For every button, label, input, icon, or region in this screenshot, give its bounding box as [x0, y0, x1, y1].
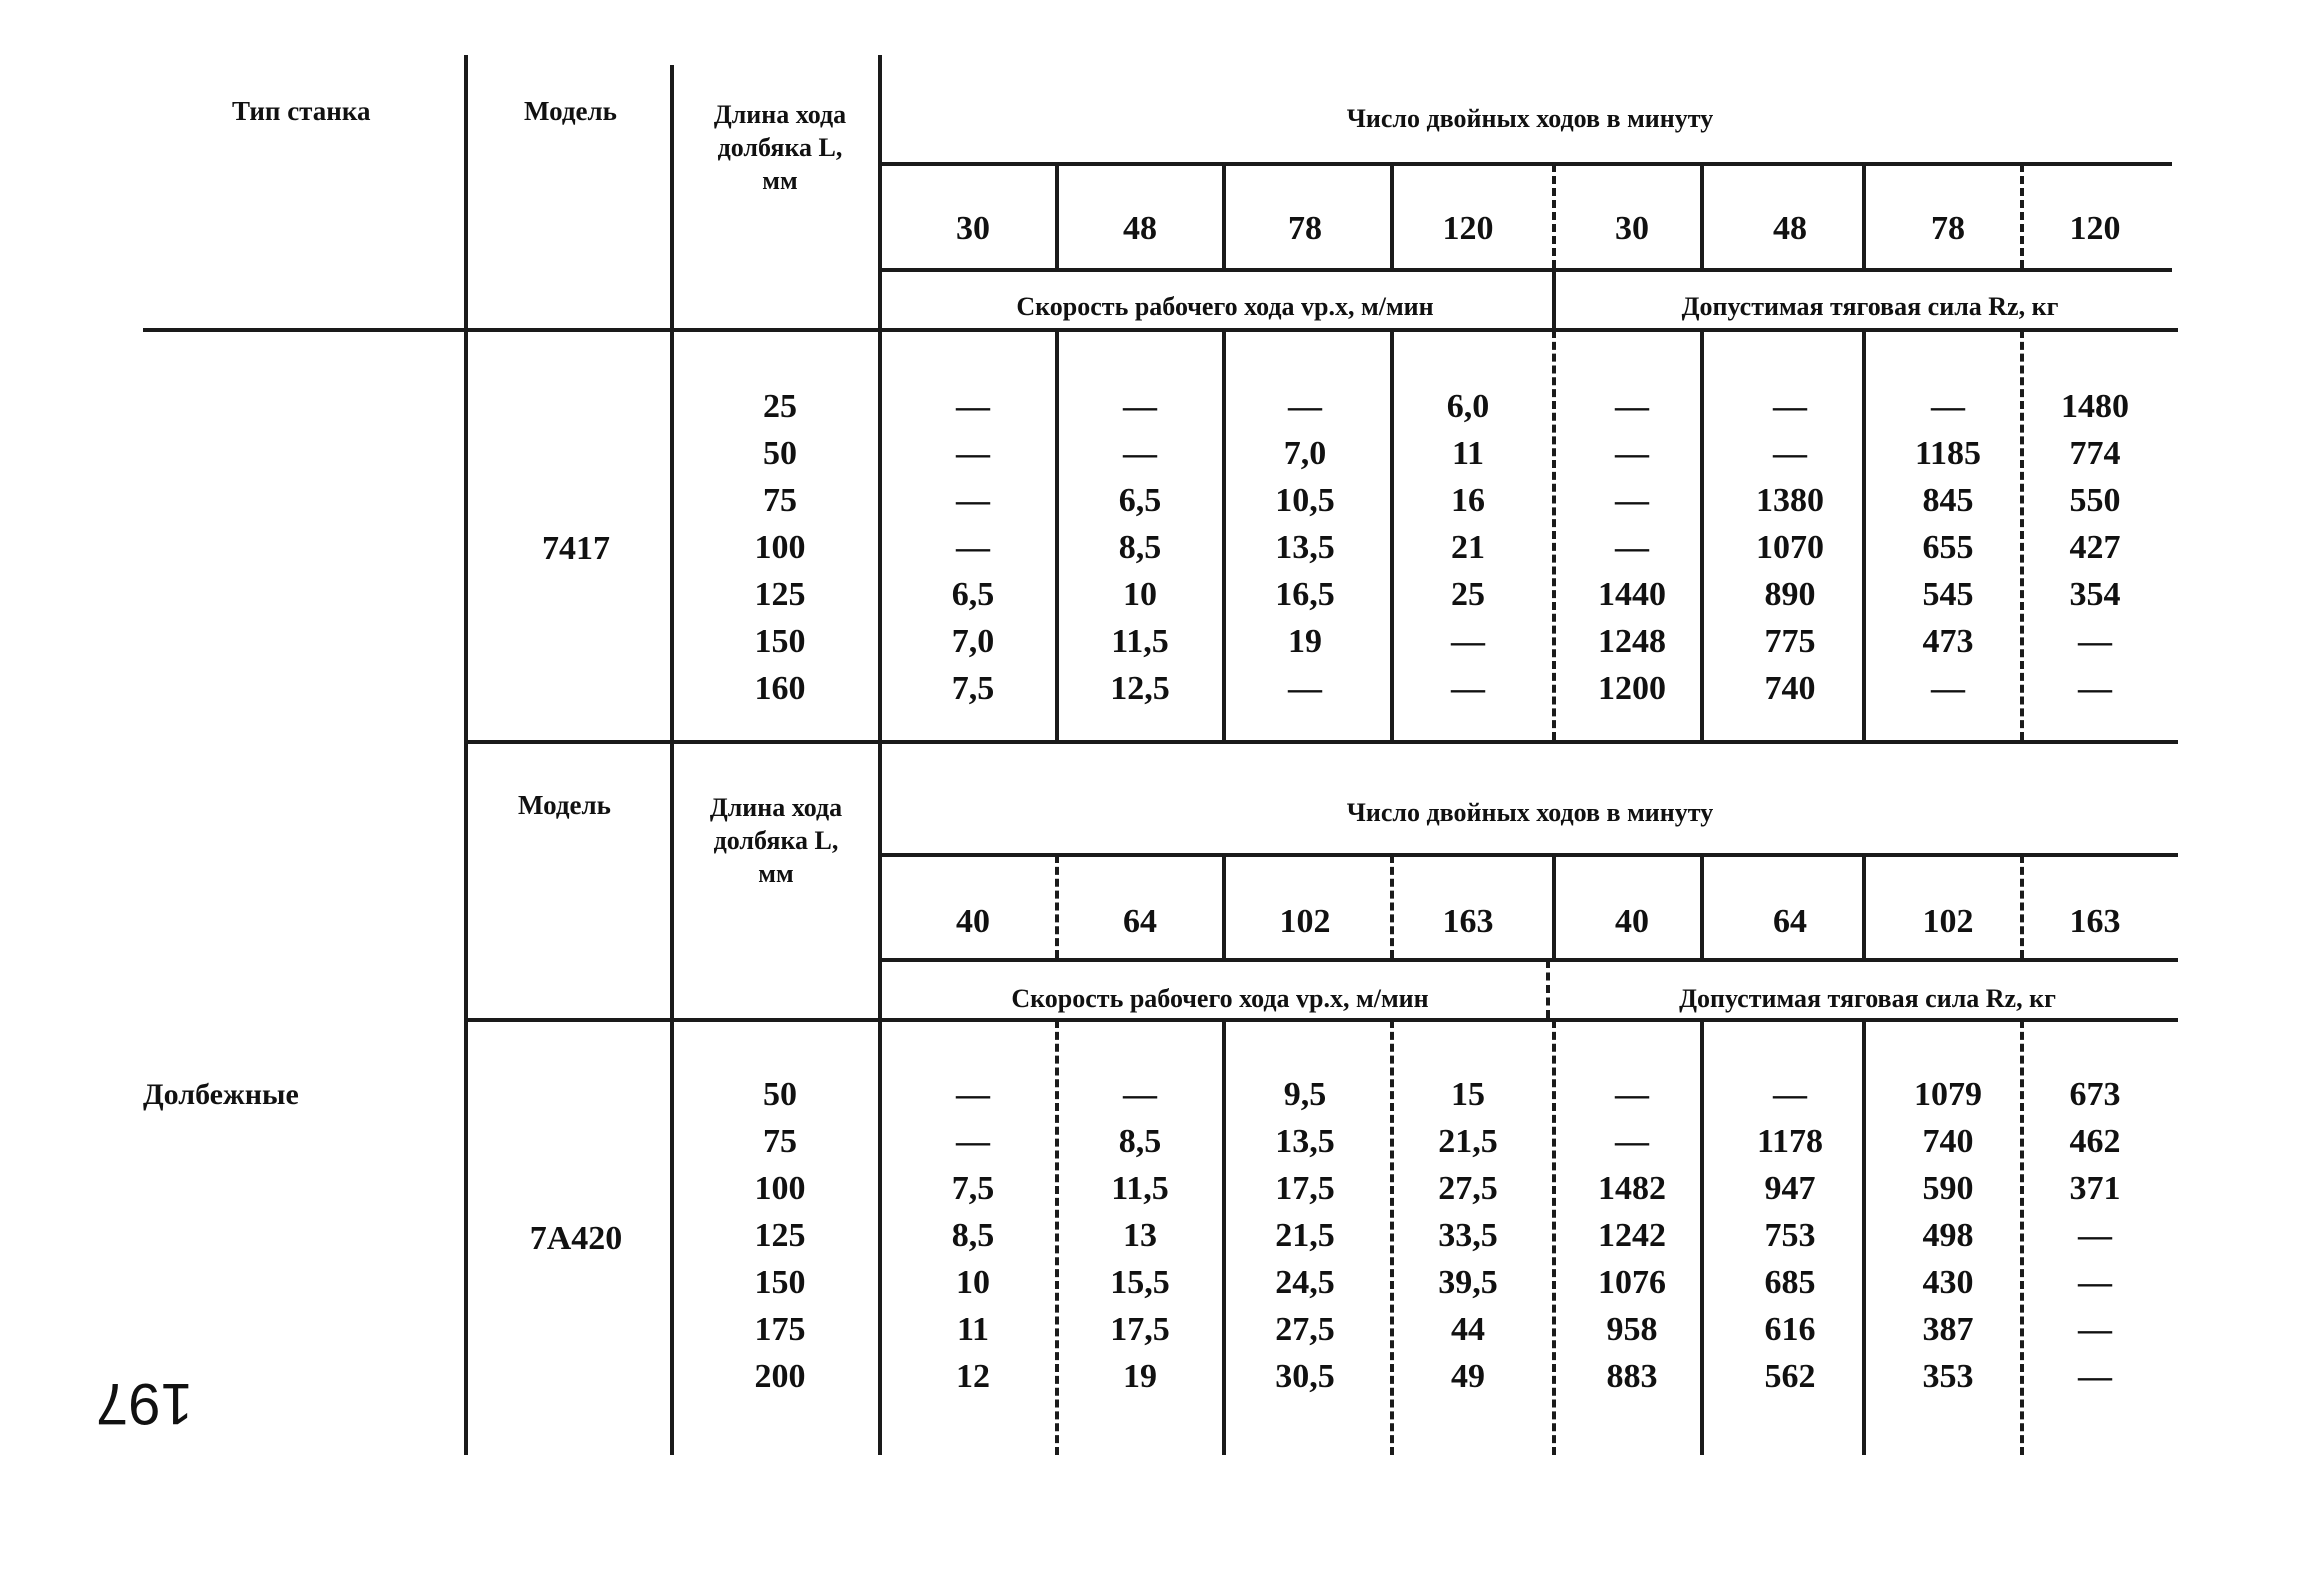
strokes-value: 102: [1279, 903, 1331, 940]
force-value: 1076: [1598, 1264, 1666, 1301]
speed-value: 7,5: [951, 670, 995, 707]
stroke-length-value: 75: [763, 1123, 797, 1160]
speed-value: 11,5: [1111, 623, 1169, 660]
column-divider: [2020, 1020, 2024, 1455]
column-divider: [1862, 330, 1866, 740]
force-value: —: [1615, 529, 1649, 566]
length-header-1-line2: долбяка L,: [717, 133, 843, 162]
strokes-value: 120: [1442, 210, 1494, 247]
force-value: 1248: [1598, 623, 1666, 660]
machine-type-value: Долбежные: [143, 1078, 299, 1111]
force-value: 430: [1922, 1264, 1974, 1301]
stroke-length-value: 75: [763, 482, 797, 519]
force-value: 673: [2069, 1076, 2121, 1113]
speed-value: —: [1123, 388, 1157, 425]
force-value: —: [2078, 1264, 2112, 1301]
speed-value: 13: [1123, 1217, 1157, 1254]
speed-value: —: [1123, 435, 1157, 472]
speed-value: 16,5: [1275, 576, 1335, 613]
strokes-value: 40: [1615, 903, 1649, 940]
length-header-2-line1: Длина хода: [709, 793, 843, 822]
column-divider: [1700, 164, 1704, 268]
speed-value: —: [956, 1123, 990, 1160]
machine-type-header: Тип станка: [232, 96, 371, 126]
stroke-length-value: 25: [763, 388, 797, 425]
force-value: —: [1615, 482, 1649, 519]
strokes-value: 30: [956, 210, 990, 247]
speed-value: 25: [1451, 576, 1485, 613]
column-divider: [2020, 855, 2024, 958]
force-value: —: [1615, 1123, 1649, 1160]
force-value: 498: [1922, 1217, 1974, 1254]
hline-separator: [464, 740, 2178, 744]
speed-value: —: [956, 388, 990, 425]
speed-value: 8,5: [951, 1217, 995, 1254]
stroke-length-value: 50: [763, 435, 797, 472]
force-title-2: Допустимая тяговая сила Rz, кг: [1679, 984, 2056, 1013]
speed-value: 39,5: [1438, 1264, 1498, 1301]
speed-value: 17,5: [1110, 1311, 1170, 1348]
stroke-length-value: 150: [754, 623, 806, 660]
force-value: 775: [1764, 623, 1816, 660]
speed-value: 11,5: [1111, 1170, 1169, 1207]
force-value: 1242: [1598, 1217, 1666, 1254]
speed-title-2: Скорость рабочего хода vр.х, м/мин: [1011, 984, 1429, 1013]
speed-value: —: [1451, 623, 1485, 660]
column-divider: [1055, 164, 1059, 268]
column-divider: [1055, 1020, 1059, 1455]
column-divider: [2020, 330, 2024, 740]
speed-value: 7,0: [951, 623, 995, 660]
column-divider: [1390, 1020, 1394, 1455]
hline-strokes-2: [882, 853, 2178, 857]
force-value: 354: [2069, 576, 2121, 613]
speed-title-1: Скорость рабочего хода vр.х, м/мин: [1016, 292, 1434, 321]
column-divider: [1862, 164, 1866, 268]
strokes-value: 30: [1615, 210, 1649, 247]
speed-value: —: [1288, 388, 1322, 425]
stroke-length-value: 175: [754, 1311, 806, 1348]
speed-value: 30,5: [1275, 1358, 1335, 1395]
force-value: —: [2078, 1217, 2112, 1254]
speed-value: 6,0: [1446, 388, 1490, 425]
column-divider: [1390, 164, 1394, 268]
speed-value: —: [956, 482, 990, 519]
column-divider: [1055, 855, 1059, 958]
speed-value: 21,5: [1275, 1217, 1335, 1254]
model-header-2: Модель: [518, 790, 611, 820]
strokes-value: 48: [1123, 210, 1157, 247]
force-value: 1440: [1598, 576, 1666, 613]
speed-value: 6,5: [1118, 482, 1162, 519]
speed-value: 13,5: [1275, 529, 1335, 566]
speed-value: 27,5: [1275, 1311, 1335, 1348]
force-title-1: Допустимая тяговая сила Rz, кг: [1681, 292, 2059, 321]
speed-value: 13,5: [1275, 1123, 1335, 1160]
strokes-title-2: Число двойных ходов в минуту: [1346, 798, 1714, 827]
column-divider: [1390, 330, 1394, 740]
speed-value: —: [1288, 670, 1322, 707]
speed-value: —: [956, 435, 990, 472]
force-value: —: [2078, 623, 2112, 660]
speed-value: 9,5: [1283, 1076, 1327, 1113]
column-divider: [1552, 270, 1556, 328]
speed-value: 10,5: [1275, 482, 1335, 519]
strokes-value: 102: [1922, 903, 1974, 940]
strokes-title-1: Число двойных ходов в минуту: [1346, 104, 1714, 133]
force-value: 655: [1922, 529, 1974, 566]
stroke-length-value: 100: [754, 529, 806, 566]
force-value: —: [1615, 435, 1649, 472]
column-divider: [1862, 1020, 1866, 1455]
speed-value: 12,5: [1110, 670, 1170, 707]
force-value: 753: [1764, 1217, 1816, 1254]
length-header-1-line3: мм: [762, 166, 798, 195]
page-number: 197: [96, 1371, 193, 1436]
stroke-length-value: 150: [754, 1264, 806, 1301]
hline-strokes-values-1: [882, 268, 2172, 272]
force-value: 685: [1764, 1264, 1816, 1301]
column-divider: [2020, 164, 2024, 268]
vline-left: [464, 55, 468, 1455]
force-value: 1070: [1756, 529, 1824, 566]
speed-value: 11: [956, 1311, 990, 1348]
speed-value: 24,5: [1275, 1264, 1335, 1301]
force-value: 883: [1606, 1358, 1658, 1395]
speed-value: 12: [956, 1358, 990, 1395]
force-value: 890: [1764, 576, 1816, 613]
speed-value: —: [956, 529, 990, 566]
speed-value: 11: [1451, 435, 1485, 472]
force-value: 545: [1922, 576, 1974, 613]
column-divider: [1222, 1020, 1226, 1455]
vline-length: [878, 55, 882, 1455]
speed-value: 8,5: [1118, 1123, 1162, 1160]
force-value: 371: [2069, 1170, 2121, 1207]
vline-model: [670, 65, 674, 1455]
force-value: —: [2078, 1311, 2112, 1348]
speed-value: 8,5: [1118, 529, 1162, 566]
stroke-length-value: 160: [754, 670, 806, 707]
speed-value: 21: [1451, 529, 1485, 566]
column-divider: [1055, 330, 1059, 740]
column-divider: [1222, 330, 1226, 740]
speed-value: 6,5: [951, 576, 995, 613]
force-value: 1178: [1756, 1123, 1824, 1160]
length-header-1-line1: Длина хода: [713, 100, 847, 129]
speed-value: 19: [1123, 1358, 1157, 1395]
strokes-value: 64: [1123, 903, 1157, 940]
speed-value: 10: [1123, 576, 1157, 613]
column-divider: [1700, 330, 1704, 740]
force-value: 1380: [1756, 482, 1824, 519]
column-divider: [1552, 855, 1556, 958]
force-value: —: [1773, 435, 1807, 472]
stroke-length-value: 125: [754, 1217, 806, 1254]
force-value: 1482: [1598, 1170, 1666, 1207]
force-value: 958: [1606, 1311, 1658, 1348]
speed-value: 15: [1451, 1076, 1485, 1113]
force-value: 462: [2069, 1123, 2121, 1160]
column-divider: [1552, 330, 1556, 740]
speed-value: 7,0: [1283, 435, 1327, 472]
column-divider: [1552, 164, 1556, 268]
column-divider: [1546, 960, 1550, 1018]
strokes-value: 163: [1442, 903, 1494, 940]
stroke-length-value: 125: [754, 576, 806, 613]
model-header-1: Модель: [524, 96, 617, 126]
speed-value: 10: [956, 1264, 990, 1301]
force-value: 427: [2069, 529, 2121, 566]
force-value: 473: [1922, 623, 1974, 660]
model-value: 7А420: [529, 1220, 623, 1257]
force-value: 562: [1764, 1358, 1816, 1395]
speed-value: 15,5: [1110, 1264, 1170, 1301]
strokes-value: 163: [2069, 903, 2121, 940]
force-value: —: [1773, 1076, 1807, 1113]
force-value: 1079: [1914, 1076, 1982, 1113]
strokes-value: 120: [2069, 210, 2121, 247]
speed-value: 19: [1288, 623, 1322, 660]
strokes-value: 40: [956, 903, 990, 940]
strokes-value: 78: [1931, 210, 1965, 247]
strokes-value: 48: [1773, 210, 1807, 247]
hline-table-header-2: [464, 1018, 2178, 1022]
force-value: 550: [2069, 482, 2121, 519]
length-header-2-line2: долбяка L,: [713, 826, 839, 855]
force-value: 590: [1922, 1170, 1974, 1207]
force-value: —: [2078, 670, 2112, 707]
speed-value: 17,5: [1275, 1170, 1335, 1207]
stroke-length-value: 100: [754, 1170, 806, 1207]
force-value: 774: [2069, 435, 2121, 472]
force-value: 1480: [2061, 388, 2129, 425]
force-value: 387: [1922, 1311, 1974, 1348]
speed-value: 7,5: [951, 1170, 995, 1207]
speed-value: 27,5: [1438, 1170, 1498, 1207]
force-value: 740: [1764, 670, 1816, 707]
strokes-value: 78: [1288, 210, 1322, 247]
stroke-length-value: 200: [754, 1358, 806, 1395]
hline-table-header-1: [143, 328, 2178, 332]
column-divider: [1700, 855, 1704, 958]
column-divider: [1552, 1020, 1556, 1455]
model-value: 7417: [542, 530, 610, 567]
force-value: 947: [1764, 1170, 1816, 1207]
force-value: 845: [1922, 482, 1974, 519]
force-value: —: [2078, 1358, 2112, 1395]
column-divider: [1700, 1020, 1704, 1455]
column-divider: [1222, 164, 1226, 268]
speed-value: —: [956, 1076, 990, 1113]
speed-value: 49: [1451, 1358, 1485, 1395]
speed-value: —: [1123, 1076, 1157, 1113]
length-header-2-line3: мм: [758, 859, 794, 888]
force-value: 1200: [1598, 670, 1666, 707]
stroke-length-value: 50: [763, 1076, 797, 1113]
force-value: —: [1615, 1076, 1649, 1113]
force-value: —: [1615, 388, 1649, 425]
force-value: —: [1931, 388, 1965, 425]
speed-value: 21,5: [1438, 1123, 1498, 1160]
speed-value: —: [1451, 670, 1485, 707]
force-value: 616: [1764, 1311, 1816, 1348]
force-value: —: [1773, 388, 1807, 425]
speed-value: 44: [1451, 1311, 1485, 1348]
column-divider: [1390, 855, 1394, 958]
hline-strokes-1: [882, 162, 2172, 166]
force-value: 1185: [1914, 435, 1982, 472]
hline-strokes-values-2: [882, 958, 2178, 962]
speed-value: 16: [1451, 482, 1485, 519]
strokes-value: 64: [1773, 903, 1807, 940]
column-divider: [1862, 855, 1866, 958]
speed-value: 33,5: [1438, 1217, 1498, 1254]
force-value: 353: [1922, 1358, 1974, 1395]
column-divider: [1222, 855, 1226, 958]
force-value: —: [1931, 670, 1965, 707]
force-value: 740: [1922, 1123, 1974, 1160]
